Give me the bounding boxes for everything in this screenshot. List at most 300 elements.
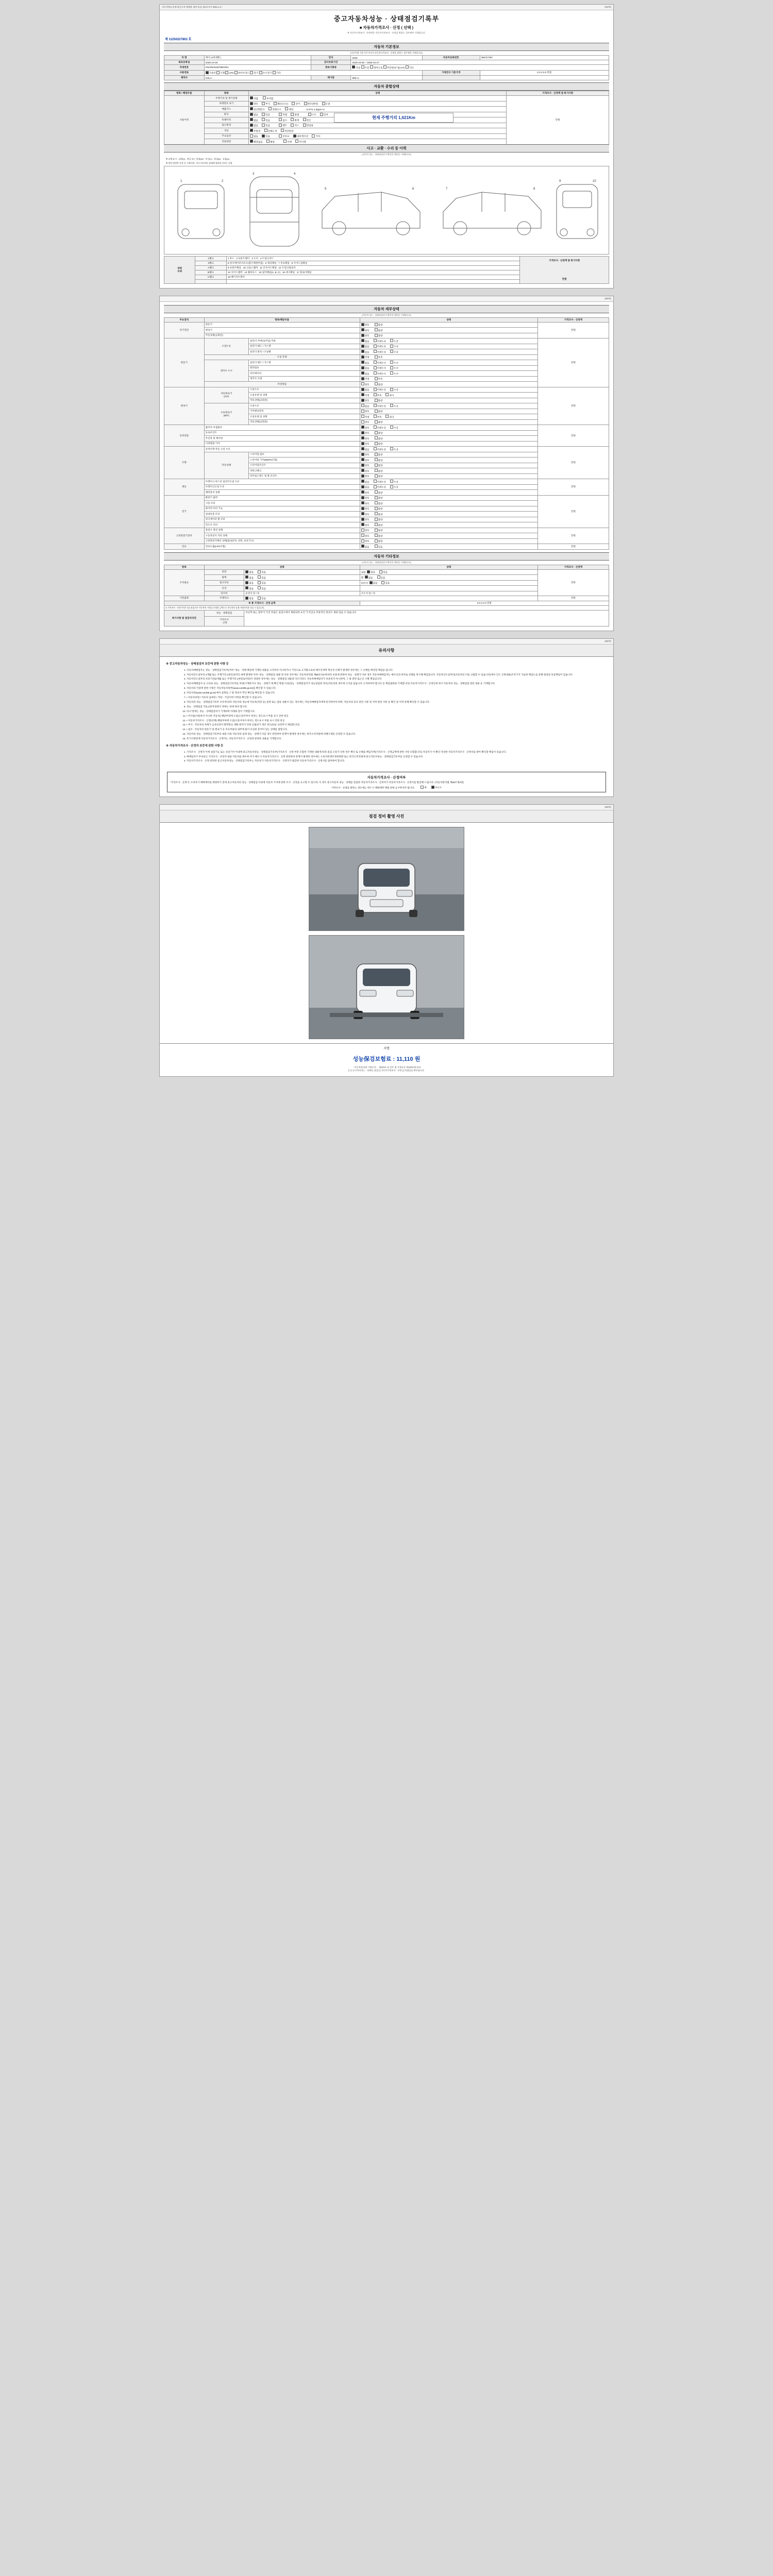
cbx-g2r2-a[interactable]: 양호 [361,399,369,402]
detail-opts-6-1[interactable] [360,501,537,506]
cbx-vin-rust[interactable]: 부식 [262,103,270,105]
detail-opts-2-6[interactable] [360,419,537,425]
cbx-g1r1-c[interactable]: 누유 [390,345,398,348]
cbx-g7r1-a[interactable]: 양호 [361,535,369,537]
cbx-g2r6-a[interactable]: 양호 [361,421,369,423]
section-accident-note: (자동차 성능 · 상태점검자가 확인한 내용을 기재합니다) [362,152,411,156]
detail-opts-1-6[interactable] [360,371,537,377]
notice-item-14: 15. 자동차의 성능 · 상태점검기록부의 내용 이외 자동차의 실제 성능 · 상태가 다를 경우 관련하여 분쟁이 발생한 경우에는 한국소비자원에 피해구제를 신청할 수 있습니다. [187,733,607,736]
cbx-tuning-struct[interactable]: 구조 [308,113,316,116]
cbx-g5r2-b[interactable]: 불량 [375,492,383,494]
cbx-g4r3-b[interactable]: 불량 [375,464,383,467]
etc-opts-1[interactable] [244,575,360,581]
etc-cat-base: 기본품목 [164,596,205,601]
detail-opts-6-0[interactable] [360,495,537,501]
rank-B-items[interactable] [226,270,520,275]
cbx-g3r0-c[interactable]: 누유 [390,427,398,429]
cbx-etc1-b[interactable]: 있음 [258,577,266,579]
cbx-fuel-etc[interactable]: 기타 [273,72,281,74]
detail-sub-1-5: 워터펌프 [248,365,360,371]
cbx-g1r1-b[interactable]: 미세누유 [374,345,386,348]
cbx-vin-diff[interactable]: 상이 [292,103,300,105]
part-trunk-lid[interactable]: 4 트렁크리드 [260,257,274,260]
cbx-g4r2-a[interactable]: 양호 [361,459,369,462]
cbx-fuel-hydrogen[interactable]: 수소전기 [259,72,272,74]
cbx-g2r1-c[interactable]: 과다 [385,394,394,397]
etc-price-note: 만원 [537,569,609,596]
part-trunk-floor[interactable]: 12 트렁크플로어 [278,266,296,269]
cbx-g5r1-a[interactable]: 없음 [361,486,369,488]
part-package-tray[interactable]: 18 패키지트레이 [227,275,245,278]
page-number-4: (4/4쪽) [604,806,611,809]
cbx-color-full[interactable]: 전체도색 [264,130,277,132]
etc-opts2-1[interactable] [360,575,537,581]
cbx-g6r1-b[interactable]: 불량 [375,502,383,505]
cbx-etc2-b[interactable]: 있음 [258,582,266,584]
svg-text:9: 9 [559,179,561,183]
cbx-emission-co[interactable]: 일산화탄소 [250,108,265,111]
value-inspection: 2025-10-28 ~ 2030-10-27 [351,60,609,65]
cbx-g1r0-c[interactable]: 누유 [390,340,398,343]
etc-opts2-2[interactable] [360,580,537,586]
part-side-sill[interactable]: 8 사이드실패널 [291,261,308,264]
detail-item-3-2: 추진축 및 베어링 [204,436,360,442]
cbx-g1r3-a[interactable]: 적정 [361,356,369,359]
detail-opts-4-2[interactable] [360,457,537,463]
part-radiator-support[interactable]: 5 라디에이터서포트(볼트체결부품) [227,261,263,264]
cbx-g6r2-b[interactable]: 불량 [375,507,383,510]
cbx-fuel-gasoline[interactable]: 가솔린 [206,72,216,74]
cbx-g7r2-b[interactable]: 불량 [375,540,383,543]
cbx-etc2b-a[interactable]: 없음 [369,582,378,584]
etc-opts-2[interactable] [244,580,360,586]
cbx-g1r6-a[interactable]: 없음 [361,372,369,375]
cbx-g3r3-b[interactable]: 불량 [375,443,383,445]
etc-base-item: 브레이크 [204,596,244,601]
cbx-g1r2-a[interactable]: 없음 [361,351,369,353]
cbx-g1r3-b[interactable]: 부족 [375,356,383,359]
cbx-g4r0-b[interactable]: 미세누유 [374,448,386,451]
cbx-usechg-yes[interactable]: 있음 [262,124,270,127]
remark-label: 특기사항 및 점검자의견 [164,611,205,626]
part-roof-panel[interactable]: 7 루프패널 [278,261,290,264]
detail-sub-4-4: 파워크랭크 [248,468,360,474]
part-door[interactable]: 3 도어 [251,257,258,260]
cbx-fuel-electric[interactable]: 전기 [250,72,258,74]
mileage-callout [334,113,453,123]
cbx-recall-yes[interactable]: 해당 [266,141,275,143]
cbx-g5r0-b[interactable]: 미세누유 [374,481,386,483]
remark-text[interactable]: 비공학 또는 할부가 가진 부품은 점검시에서 제외되며 요건 가 특급규 부분적인 현상도 제외 있을 수 있습니다. [244,611,609,626]
detail-opts-1-2[interactable] [360,349,537,355]
part-quarter-panel[interactable]: 6 쿼터패널 [265,261,277,264]
cbx-g7r1-b[interactable]: 불량 [375,535,383,537]
mileage-display [334,115,453,121]
cbx-g4r4-b[interactable]: 불량 [375,470,383,472]
detail-opts-7-1[interactable] [360,533,537,539]
cbx-g2r0-a[interactable]: 없음 [361,388,369,391]
cbx-g6r0-a[interactable]: 양호 [361,497,369,499]
cbx-g2r4-b[interactable]: 불량 [375,410,383,413]
detail-opts-7-2[interactable] [360,538,537,544]
cbx-trans-etc[interactable]: 기타 [406,66,414,69]
cbx-g2r0-c[interactable]: 누유 [390,388,398,391]
detail-opts-8-0[interactable] [360,544,537,550]
detail-opts-1-8[interactable] [360,382,537,387]
detail-opts-6-5[interactable] [360,522,537,528]
rank-2-items[interactable] [226,261,520,265]
footer-legal [160,1065,613,1076]
part-side-member[interactable]: 13 사이드멤버 [227,270,243,274]
detail-opts-2-0[interactable] [360,387,537,393]
cbx-special-flood[interactable]: 침수 [279,119,287,122]
svg-text:1: 1 [180,179,182,183]
overall-item-4: 특별이력 [204,117,248,123]
cbx-trans-auto[interactable]: 자동 [352,66,360,69]
cbx-g3r2-a[interactable]: 양호 [361,437,369,440]
cbx-etc1b-b[interactable]: 있음 [377,577,385,579]
etc-base-opts[interactable] [244,596,538,601]
overall-opts-2[interactable] [248,107,507,112]
detail-opts-3-1[interactable] [360,430,537,436]
cbx-g1r2-c[interactable]: 누유 [390,351,398,353]
cbx-g1r0-b[interactable]: 미세누유 [374,340,386,343]
cbx-g3r3-a[interactable]: 양호 [361,443,369,445]
overall-item-7: 주요옵션 [204,133,248,139]
cbx-g6r1-a[interactable]: 양호 [361,502,369,505]
etc-tire-front[interactable]: 운전석 앞 / 뒤 [244,591,360,596]
cbx-g8r0-a[interactable]: 없음 [361,546,369,548]
cbx-g8r0-b[interactable]: 있음 [375,546,383,548]
cbx-g7r0-a[interactable]: 양호 [361,529,369,532]
cbx-recall-na[interactable]: 해당없음 [250,141,263,143]
cbx-g3r0-b[interactable]: 미세누유 [374,427,386,429]
etc-opts2-3 [360,586,537,591]
notice-item-15: 16. 특기사항란에 자동차가격조사 · 산정자는 자동차가격조사 · 산정과 관련한 내용을 기재합니다. [187,737,607,741]
cbx-color-none[interactable]: 무변경 [250,130,260,132]
fuel-options[interactable] [204,70,422,76]
part-hood[interactable]: 1 후드 [227,257,234,260]
cbx-etc2-a[interactable]: 없음 [245,582,254,584]
cbx-g2r3-c[interactable]: 누유 [390,405,398,408]
cbx-g2r2-b[interactable]: 불량 [375,399,383,402]
cbx-usechg-lease[interactable]: 리스 [291,124,299,127]
detail-opts-0-0[interactable] [360,322,537,328]
cbx-g3r0-a[interactable]: 양호 [361,427,369,429]
cbx-g4r0-c[interactable]: 누유 [390,448,398,451]
detail-opts-3-3[interactable] [360,441,537,447]
document-header [160,10,613,36]
cbx-g1r7-b[interactable]: 부족 [375,378,383,380]
cbx-g1r5-b[interactable]: 미세누수 [374,367,386,369]
value-vin: KNADK611BT9E0291 [204,65,311,71]
cbx-g5r0-a[interactable]: 없음 [361,481,369,483]
cbx-g2r5-b[interactable]: 부족 [374,416,382,418]
detail-opts-7-0[interactable] [360,528,537,533]
cbx-g6r0-b[interactable]: 불량 [375,497,383,499]
cbx-tuning-legal[interactable]: 적법 [279,113,287,116]
cbx-fuel-diesel[interactable]: 디젤 [216,72,225,74]
overall-opts-0[interactable] [248,96,507,101]
part-inside-panel[interactable]: 11 인사이드패널 [260,266,277,269]
detail-col-3: 가격조사 · 산정액 [537,317,609,322]
cbx-g6r5-a[interactable]: 양호 [361,524,369,527]
cbx-usechg-rent[interactable]: 렌트 [279,124,287,127]
cbx-color-change[interactable]: 색상변경 [281,130,294,132]
cbx-g2r3-b[interactable]: 미세누유 [374,405,386,408]
cbx-g2r4-a[interactable]: 양호 [361,410,369,413]
cbx-tuning-none[interactable]: 없음 [250,113,258,116]
cbx-odo-ok[interactable]: 적합 [250,97,258,100]
cbx-etc3-b[interactable]: 있음 [258,587,266,590]
detail-opts-2-2[interactable] [360,398,537,403]
cbx-option-yes[interactable]: 있음 [262,135,270,138]
etc-col-3: 가격조사 · 산정액 [537,565,609,569]
detail-item-0-2: 작동상태(공회전) [204,333,360,338]
detail-sub-4-3: 스티어링조인트 [248,463,360,468]
cbx-g1r8-a[interactable]: 양호 [361,383,369,386]
part-front-fender[interactable]: 2 프론트펜더 [236,257,250,260]
cbx-special-none[interactable]: 없음 [250,119,258,122]
cbx-g4r4-a[interactable]: 양호 [361,470,369,472]
detail-note-5: 만원 [537,479,609,496]
cbx-emission-smoke[interactable]: 매연 [285,108,293,111]
cbx-g0r0-a[interactable]: 양호 [361,324,369,326]
detail-sub-1-1: 실린더 헤드 / 가스켓 [248,344,360,349]
cbx-g1r7-a[interactable]: 적정 [361,378,369,380]
detail-group-3: 동력전달 [164,425,205,447]
cbx-g7r0-b[interactable]: 불량 [375,529,383,532]
detail-col-0: 주요장치 [164,317,205,322]
cbx-g0r1-b[interactable]: 불량 [375,329,383,332]
damage-diagram[interactable] [164,166,609,255]
cbx-g4r5-b[interactable]: 불량 [375,475,383,478]
cbx-g0r2-a[interactable]: 양호 [361,334,369,337]
detail-opts-1-5[interactable] [360,365,537,371]
cbx-special-yes[interactable]: 있음 [262,119,270,122]
detail-item-6-4: 라디에이터 팬 모터 [204,517,360,522]
cbx-emission-hc[interactable]: 탄화수소 [268,108,281,111]
signature-row[interactable] [160,1043,613,1053]
cbx-decl-no[interactable]: 아니오 [431,786,442,789]
detail-opts-4-3[interactable] [360,463,537,468]
cbx-g0r0-b[interactable]: 불량 [375,324,383,326]
etc-item2-1: 휠 [361,576,364,579]
signature-label: 서명 [383,1047,390,1051]
transmission-options[interactable] [351,65,609,71]
cbx-g4r3-a[interactable]: 양호 [361,464,369,467]
detail-opts-2-4[interactable] [360,409,537,414]
cbx-etc0-a[interactable]: 없음 [245,571,254,573]
part-dash-panel[interactable]: 16 대시패널 [282,270,295,274]
cbx-g5r0-c[interactable]: 누유 [390,481,398,483]
cbx-option-etc[interactable]: 기타 [312,135,320,138]
cbx-g7r2-a[interactable]: 양호 [361,540,369,543]
cbx-g1r0-a[interactable]: 없음 [361,340,369,343]
detail-opts-5-1[interactable] [360,484,537,490]
cbx-usechg-biz[interactable]: 영업용 [303,124,313,127]
cbx-g5r2-a[interactable]: 양호 [361,492,369,494]
notice-item-6: 7. • 자동차보험 / 자동차 납세증 / 저당 · 가입이력 이력을 확인할 수 있습니다. [187,696,607,700]
cbx-decl-yes[interactable]: 예 [421,786,426,789]
cbx-g2r0-b[interactable]: 미세누유 [374,388,386,391]
cbx-g6r4-b[interactable]: 불량 [375,518,383,521]
cbx-g6r3-b[interactable]: 불량 [375,513,383,516]
cbx-etc0-b[interactable]: 있음 [258,571,266,573]
detail-opts-0-1[interactable] [360,328,537,333]
cbx-trans-cvt[interactable]: 무단변속기(CVT) [383,66,405,69]
cbx-g1r5-a[interactable]: 없음 [361,367,369,369]
part-wheel-house[interactable]: 14 휠하우스 [244,270,257,274]
cbx-g1r4-b[interactable]: 미세누수 [374,362,386,364]
cbx-g6r4-a[interactable]: 양호 [361,518,369,521]
cbx-vin-ok[interactable]: 양호 [250,103,258,105]
cbx-g1r5-c[interactable]: 누수 [390,367,398,369]
cbx-g1r6-b[interactable]: 미세누수 [374,372,386,375]
cbx-g2r1-b[interactable]: 부족 [374,394,382,397]
detail-opts-5-2[interactable] [360,490,537,496]
cbx-g2r1-a[interactable]: 적정 [361,394,369,397]
cbx-odo-ng[interactable]: 부적합 [263,97,273,100]
etc-tire-rear[interactable]: 조수석 앞 / 뒤 [360,591,537,596]
cbx-g2r6-b[interactable]: 불량 [375,421,383,423]
cbx-option-nav[interactable]: 내비게이션 [293,135,308,138]
fee-value: 11,110 원 [396,1056,421,1063]
part-pillar-panel[interactable]: 15 필러패널(A, B, C) [259,270,280,274]
detail-opts-1-1[interactable] [360,344,537,349]
section-etc-title: 자동차 기타정보 [164,552,609,561]
detail-item-5-1: 브레이크오일 누유 [204,484,360,490]
rank-1-items[interactable] [226,256,520,261]
cbx-option-sunroof[interactable]: 선루프 [279,135,289,138]
cbx-g6r5-b[interactable]: 불량 [375,524,383,527]
detail-sub-1-2: 실린더 블록 / 오일팬 [248,349,360,355]
etc-opts-0[interactable] [244,569,360,575]
detail-opts-0-2[interactable] [360,333,537,338]
detail-opts-1-7[interactable] [360,376,537,382]
cbx-g4r2-b[interactable]: 불량 [375,459,383,462]
cbx-base-a[interactable]: 없음 [245,597,254,600]
detail-opts-6-4[interactable] [360,517,537,522]
cbx-trans-semi[interactable]: 세미오토 [370,66,383,69]
inspection-photo-front[interactable] [309,827,464,931]
cbx-g3r1-a[interactable]: 양호 [361,432,369,434]
detail-opts-4-1[interactable] [360,452,537,457]
detail-opts-1-0[interactable] [360,338,537,344]
cbx-special-total[interactable]: 전손 [303,119,311,122]
cbx-g5r1-c[interactable]: 누유 [390,486,398,488]
inspection-photo-lift[interactable] [309,935,464,1039]
cbx-fuel-hybrid[interactable]: 하이브리드 [234,72,249,74]
rank-1-label: 1랭크 [195,256,226,261]
overall-opts-1[interactable] [248,101,507,107]
decl-check-row[interactable] [170,786,603,790]
cbx-g0r2-b[interactable]: 불량 [375,334,383,337]
cbx-g2r5-c[interactable]: 과다 [385,416,394,418]
cbx-etc0b-a[interactable]: 없음 [367,571,375,573]
rank-A-items[interactable] [226,265,520,270]
detail-opts-1-4[interactable] [360,360,537,366]
value-year: 2026 [351,56,422,60]
etc-opts-3[interactable] [244,586,360,591]
cbx-g1r4-a[interactable]: 없음 [361,362,369,364]
sheet-1 [159,4,614,289]
cbx-etc3-a[interactable]: 없음 [245,587,254,590]
cbx-vin-erase[interactable]: 도말 [322,103,330,105]
frame-rank-table [164,256,609,284]
cbx-g4r1-b[interactable]: 불량 [375,453,383,456]
detail-opts-6-3[interactable] [360,512,537,517]
detail-opts-6-2[interactable] [360,506,537,512]
detail-item-6-0: 발전기 출력 [204,495,360,501]
cbx-g4r0-a[interactable]: 없음 [361,448,369,451]
cbx-recall-notdone[interactable]: 미이행 [295,141,306,143]
cbx-trans-manual[interactable]: 수동 [361,66,369,69]
cbx-etc1-a[interactable]: 없음 [245,577,254,579]
cbx-g1r4-c[interactable]: 누수 [390,362,398,364]
cbx-g3r1-b[interactable]: 불량 [375,432,383,434]
cbx-tuning-yes[interactable]: 있음 [262,113,270,116]
cbx-g4r5-a[interactable]: 양호 [361,475,369,478]
cbx-g0r1-a[interactable]: 양호 [361,329,369,332]
detail-opts-1-3[interactable] [360,354,537,360]
cbx-g2r5-a[interactable]: 적정 [361,416,369,418]
cbx-usechg-none[interactable]: 없음 [250,124,258,127]
cbx-g2r3-a[interactable]: 없음 [361,405,369,408]
cbx-option-none[interactable]: 없음 [250,135,258,138]
detail-opts-4-5[interactable] [360,473,537,479]
notice-item-5: 6. 자동차의(www.car365.go.kr)에서 실제로 그 밖 정보이 학인 확인을 확인할 수 있습니다. [187,691,607,695]
cbx-g6r3-a[interactable]: 양호 [361,513,369,516]
cbx-g5r1-b[interactable]: 미세누유 [374,486,386,488]
cbx-base-b[interactable]: 있음 [258,597,266,600]
detail-opts-4-4[interactable] [360,468,537,474]
part-front-panel[interactable]: 9 프론트패널 [227,266,241,269]
cbx-g1r6-c[interactable]: 누수 [390,372,398,375]
cbx-g4r1-a[interactable]: 양호 [361,453,369,456]
detail-opts-2-1[interactable] [360,393,537,398]
cbx-fuel-lpg[interactable]: LPG [225,72,233,74]
total-note: ※ 가격조사 · 산정가격은 성능점검자가 자동차의 가치를 산정한 금액으로 자동차의 실제 거래가격과 다를 수 있습니다. [164,606,609,611]
detail-opts-3-0[interactable] [360,425,537,431]
notice-list-2 [166,751,607,764]
detail-opts-5-0[interactable] [360,479,537,485]
cbx-special-fire[interactable]: 화재 [291,119,299,122]
cbx-tuning-device[interactable]: 장치 [320,113,328,116]
cbx-vin-alter[interactable]: 변조(변타) [304,103,318,105]
etc-opts2-0[interactable] [360,569,537,575]
cbx-recall-done[interactable]: 이행 [283,141,292,143]
cbx-g1r8-b[interactable]: 불량 [375,383,383,386]
cbx-g1r1-a[interactable]: 없음 [361,345,369,348]
part-cross-member[interactable]: 10 크로스멤버 [243,266,258,269]
part-floor-panel[interactable]: 17 플로어패널 [296,270,312,274]
cbx-etc2b-b[interactable]: 있음 [381,582,390,584]
rank-C-items[interactable] [226,275,520,279]
cbx-etc1b-a[interactable]: 없음 [365,577,373,579]
detail-opts-2-3[interactable] [360,403,537,409]
cbx-g1r2-b[interactable]: 미세누유 [374,351,386,353]
cbx-g3r2-b[interactable]: 불량 [375,437,383,440]
cbx-etc0b-b[interactable]: 있음 [379,571,388,573]
detail-opts-2-5[interactable] [360,414,537,420]
detail-opts-3-2[interactable] [360,436,537,442]
cbx-tuning-illegal[interactable]: 불법 [291,113,299,116]
detail-note-0: 만원 [537,322,609,338]
cbx-g6r2-a[interactable]: 양호 [361,507,369,510]
detail-opts-4-0[interactable] [360,447,537,452]
cbx-vin-damage[interactable]: 훼손(오손) [274,103,288,105]
